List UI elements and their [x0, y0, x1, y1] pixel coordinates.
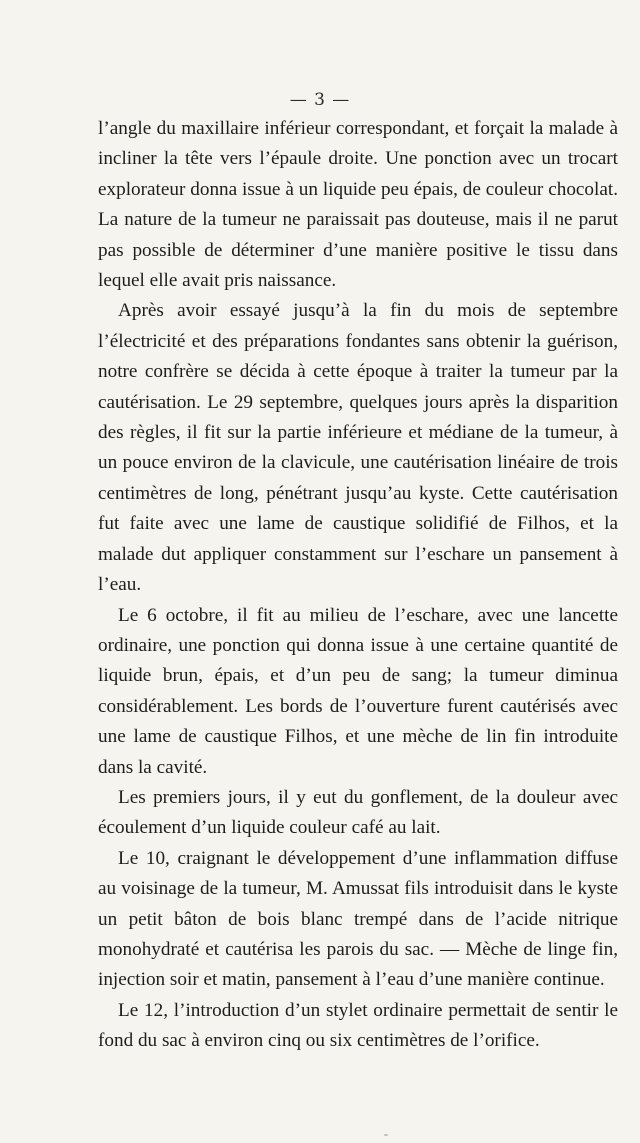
page-number: — 3 —	[289, 90, 351, 110]
paragraph: Les premiers jours, il y eut du gonflement, de la douleur avec écoulement d’un liquide couleur café au lait.	[98, 786, 618, 839]
paragraph: Le 10, craignant le développement d’une inflammation diffuse au voisinage de la tumeur, M. Amussat fils introduisit dans le kyste un petit bâton de bois blanc trempé dans de l’acide nitrique monohydraté et cautérisa les parois du sac. — Mèche de linge fin, injection soir et matin, pansement à l’eau d’une manière continue.	[98, 847, 618, 991]
paragraph: Après avoir essayé jusqu’à la fin du mois de septembre l’électricité et des préparations fondantes sans obtenir la guérison, notre confrère se décida à cette époque à traiter la tumeur par la cautérisation. Le 29 septembre, quelques jours après la disparition des règles, il fit sur la partie inférieure et médiane de la tumeur, à un pouce environ de la clavicule, une cautérisation linéaire de trois centimètres de long, pénétrant jusqu’au kyste. Cette cautérisation fut faite avec une lame de caustique solidifié de Filhos, et la malade dut appliquer constamment sur l’eschare un pansement à l’eau.	[98, 300, 618, 596]
paragraph-continuation: l’angle du maxillaire inférieur correspondant, et forçait la malade à incliner la tête vers l’épaule droite. Une ponction avec un trocart explorateur donna issue à un liquide peu épais, de couleur chocolat. La nature de la tumeur ne paraissait pas douteuse, mais il ne parut pas possible de déterminer d’une manière positive le tissu dans lequel elle avait pris naissance.	[98, 118, 618, 292]
paragraph: Le 6 octobre, il fit au milieu de l’eschare, avec une lancette ordinaire, une ponction qui donna issue à une certaine quantité de liquide brun, épais, et d’un peu de sang; la tumeur diminua considérablement. Les bords de l’ouverture furent cautérisés avec une lame de caustique Filhos, et une mèche de lin fin introduite dans la cavité.	[98, 604, 618, 778]
paper-speck	[384, 1134, 388, 1136]
paragraph: Le 12, l’introduction d’un stylet ordinaire permettait de sentir le fond du sac à environ cinq ou six centimètres de l’orifice.	[98, 999, 618, 1052]
body-text	[98, 114, 618, 1057]
